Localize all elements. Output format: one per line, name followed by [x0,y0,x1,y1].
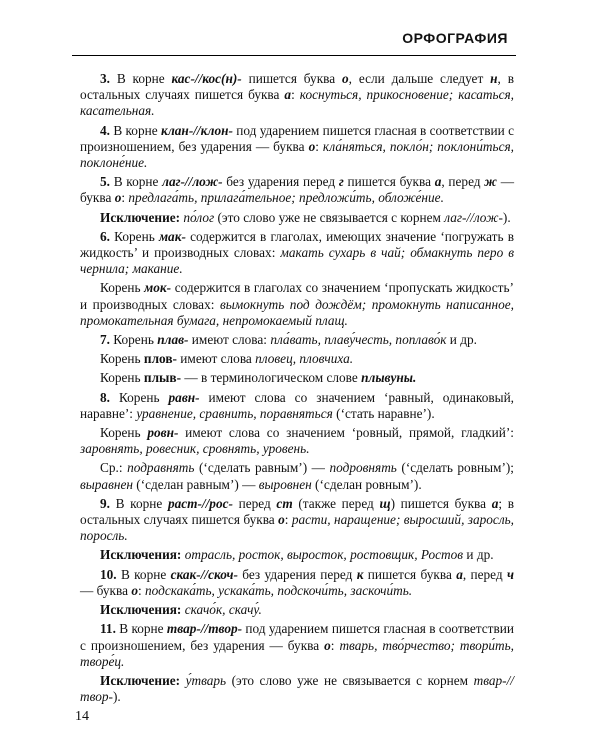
rule-number: 5. [100,174,110,190]
examples: макать сухарь в чай; обмакнуть перо в чернила; макание. [80,245,514,277]
letter: щ [379,495,391,511]
example-word: подравнять [127,460,195,476]
example-word: выравнен [80,476,133,492]
page-number: 14 [75,709,89,724]
root: плов- [143,351,177,367]
letter: о [324,637,331,653]
examples: коснуться, прикосновение; касаться, касательная. [80,87,514,119]
letter: а [434,174,442,190]
root: равн- [168,389,200,405]
examples: пла́вать, плаву́честь, поплаво́к [270,332,447,348]
root: кас-//кос(н)- [171,71,242,86]
rule-number: 10. [100,566,117,582]
examples: вымокнуть под дождём; промокнуть написанное, промокательная бумага, непромокаемый плащ. [80,296,514,328]
letter: о [131,582,138,598]
letter: о [342,71,349,86]
example-word: по́лог [183,209,215,225]
rule-7-b: Корень плов- имеют слова пловец, пловчиха. [100,351,354,367]
root: мак- [158,228,186,244]
rule-number: 3. [100,71,110,86]
examples: тварь, тво́рчество; твори́ть, творе́ц. [80,637,515,669]
root: мок- [144,280,172,296]
rule-8: 8. Корень равн- имеют слова со значением ‘равный, одинаковый, наравне’: уравнение, сравнить, поравняться (‘стать наравне’). [80,389,515,421]
letter: ч [507,566,514,582]
letter: о [308,138,316,154]
root: клан-//клон- [160,122,233,138]
rule-7-c: Корень плыв- — в терминологическом слове плывуны. [100,370,417,386]
root: плыв- [143,370,182,386]
header-rule [72,55,516,56]
letter: а [456,566,463,582]
root: скак-//скоч- [170,566,238,582]
examples: расти, наращение; выросший, заросль, поросль. [80,512,515,544]
root: раст-//рос- [167,495,233,511]
exception-label: Исключения: [100,547,182,563]
rule-4: 4. В корне клан-//клон- под ударением пишется гласная в соответствии с произношением, без ударения — буква о: кла́няться, покло́н; поклони́ться, поклоне́ние. [80,122,514,171]
examples: подскака́ть, ускака́ть, подскочи́ть, заскочи́ть. [145,582,413,598]
root: лаг-//лож- [444,209,503,225]
root: твар-//твор- [80,672,514,705]
rule-number: 9. [100,495,110,511]
rule-number: 11. [100,621,116,637]
rule-6-b: Корень мок- содержится в глаголах со значением ‘пропускать жидкость’ и производных словах: вымокнуть под дождём; промокнуть написанное, промокательная бумага, непромокаемый плащ. [80,280,514,328]
root: ровн- [147,425,179,441]
rule-6: 6. Корень мак- содержится в глаголах, имеющих значение ‘погружать в жидкость’ и производных словах: макать сухарь в чай; обмакнуть перо в чернила; макание. [80,228,514,277]
example-word: плывуны. [361,370,417,386]
exception-label: Исключения: [100,602,182,618]
page-body [80,71,514,705]
rule-8-compare: Ср.: подравнять (‘сделать равным’) — подровнять (‘сделать ровным’); выравнен (‘сделан равным’) — выровнен (‘сделан ровным’). [80,460,514,492]
letter: н [490,71,498,86]
root: лаг-//лож- [162,174,223,190]
rule-9: 9. В корне раст-//рос- перед ст (также перед щ) пишется буква а; в остальных случаях пишется буква о: расти, наращение; выросший, заросль, поросль. [80,495,515,544]
root: твар-//твор- [166,621,243,637]
rule-8-b: Корень ровн- имеют слова со значением ‘ровный, прямой, гладкий’: заровнять, ровесник, сровнять, уровень. [80,425,514,457]
example-word: выровнен [258,476,312,492]
rule-number: 7. [100,332,110,348]
letter: г [338,174,344,190]
rule-number: 6. [100,228,110,244]
letter: а [491,495,499,511]
exception-label: Исключение: [100,672,181,688]
rule-10-exception [80,602,514,618]
examples: скачо́к, скачу́. [184,602,262,618]
letter: о [278,512,285,528]
rule-3: 3. В корне кас-//кос(н)- пишется буква о, если дальше следует н, в остальных случаях пишется буква а: коснуться, прикосновение; касаться, касательная. [80,71,514,119]
letter: ж [484,174,497,190]
letter: ст [276,495,293,511]
letter: а [284,87,292,103]
rule-9-exception: Исключения: отрасль, росток, выросток, ростовщик, Ростов и др. [100,547,494,563]
examples: уравнение, сравнить, поравняться [136,405,333,421]
letter: к [356,566,364,582]
rule-number: 4. [100,122,110,138]
rule-5-exception: Исключение: по́лог (это слово уже не связывается с корнем лаг-//лож-). [100,209,511,225]
exception-label: Исключение: [100,209,181,225]
root: плав- [157,332,189,348]
examples: заровнять, ровесник, сровнять, уровень. [80,441,310,457]
rule-5: 5. В корне лаг-//лож- без ударения перед г пишется буква а, перед ж — буква о: предлага́ть, прилага́тельное; предложи́ть, обложе́ние. [80,174,514,206]
rule-7: 7. Корень плав- имеют слова: пла́вать, плаву́честь, поплаво́к и др. [100,332,477,348]
letter: о [114,190,122,206]
example-word: у́тварь [185,672,227,688]
example-word: подровнять [329,460,397,476]
rule-11: 11. В корне твар-//твор- под ударением пишется гласная в соответствии с произношением, без ударения — буква о: тварь, тво́рчество; твори́ть, творе́ц. [80,621,515,669]
rule-number: 8. [100,389,110,405]
running-header: ОРФОГРАФИЯ [402,30,508,46]
rule-11-exception: Исключение: у́тварь (это слово уже не связывается с корнем твар-//твор-). [80,672,514,705]
examples: пловец, пловчиха. [255,351,354,367]
examples: предлага́ть, прилага́тельное; предложи́ть, обложе́ние. [128,190,444,206]
examples: кла́няться, покло́н; поклони́ться, поклоне́ние. [80,138,514,171]
examples: отрасль, росток, выросток, ростовщик, Ростов [184,547,464,563]
rule-10: 10. В корне скак-//скоч- без ударения перед к пишется буква а, перед ч — буква о: подскака́ть, ускака́ть, подскочи́ть, заскочи́ть. [80,566,514,598]
